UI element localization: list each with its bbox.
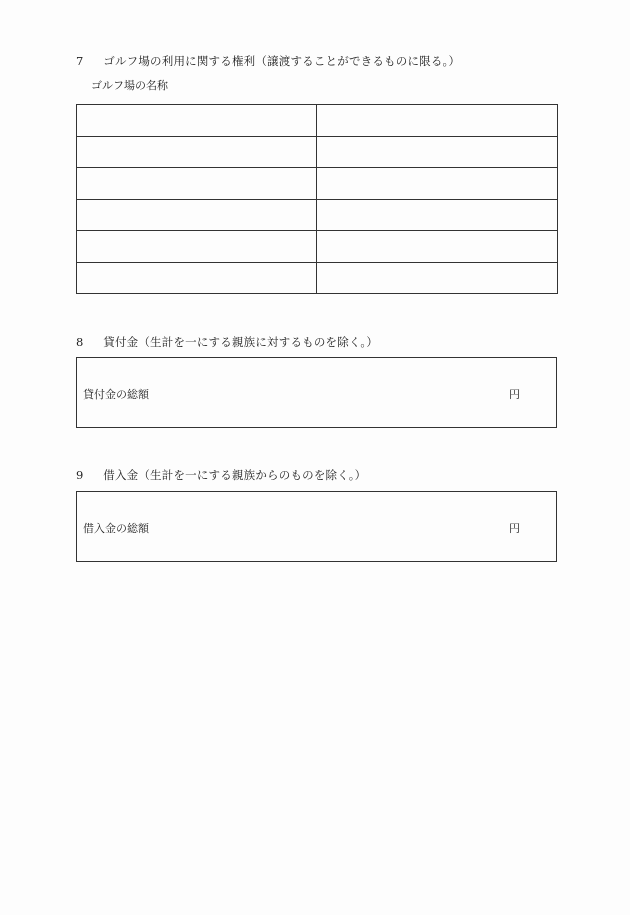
loan-receivable-total-label: 貸付金の総額 xyxy=(83,388,149,401)
table-row xyxy=(77,168,558,200)
section-7-heading xyxy=(76,53,460,69)
table-cell-value[interactable] xyxy=(317,136,558,168)
table-cell-value[interactable] xyxy=(317,168,558,200)
table-row xyxy=(77,105,558,137)
section-8-title: 貸付金（生計を一にする親族に対するものを除く。） xyxy=(103,335,379,349)
section-9-title: 借入金（生計を一にする親族からのものを除く。） xyxy=(103,468,367,482)
borrowings-total-label: 借入金の総額 xyxy=(83,522,149,535)
table-cell-name[interactable] xyxy=(77,231,317,263)
table-cell-name[interactable] xyxy=(77,168,317,200)
yen-unit: 円 xyxy=(509,522,520,535)
table-row xyxy=(77,231,558,263)
section-8-number: 8 xyxy=(76,335,84,349)
table-row xyxy=(77,199,558,231)
section-7-number: 7 xyxy=(76,54,84,68)
table-cell-value[interactable] xyxy=(317,105,558,137)
section-8-heading xyxy=(76,334,378,350)
table-cell-name[interactable] xyxy=(77,105,317,137)
table-cell-name[interactable] xyxy=(77,199,317,231)
table-cell-name[interactable] xyxy=(77,136,317,168)
table-cell-name[interactable] xyxy=(77,262,317,294)
section-9-number: 9 xyxy=(76,468,84,482)
yen-unit: 円 xyxy=(509,388,520,401)
borrowings-total-value[interactable] xyxy=(237,520,497,534)
table-row xyxy=(77,136,558,168)
table-cell-value[interactable] xyxy=(317,199,558,231)
golf-course-name-label: ゴルフ場の名称 xyxy=(91,79,168,92)
table-row xyxy=(77,262,558,294)
table-cell-value[interactable] xyxy=(317,231,558,263)
section-9-heading xyxy=(76,467,366,483)
borrowings-box xyxy=(76,491,557,562)
table-cell-value[interactable] xyxy=(317,262,558,294)
section-7-title: ゴルフ場の利用に関する権利（譲渡することができるものに限る。） xyxy=(103,54,461,68)
golf-course-rights-table xyxy=(76,104,558,294)
loan-receivable-box xyxy=(76,357,557,428)
loan-receivable-total-value[interactable] xyxy=(237,386,497,400)
